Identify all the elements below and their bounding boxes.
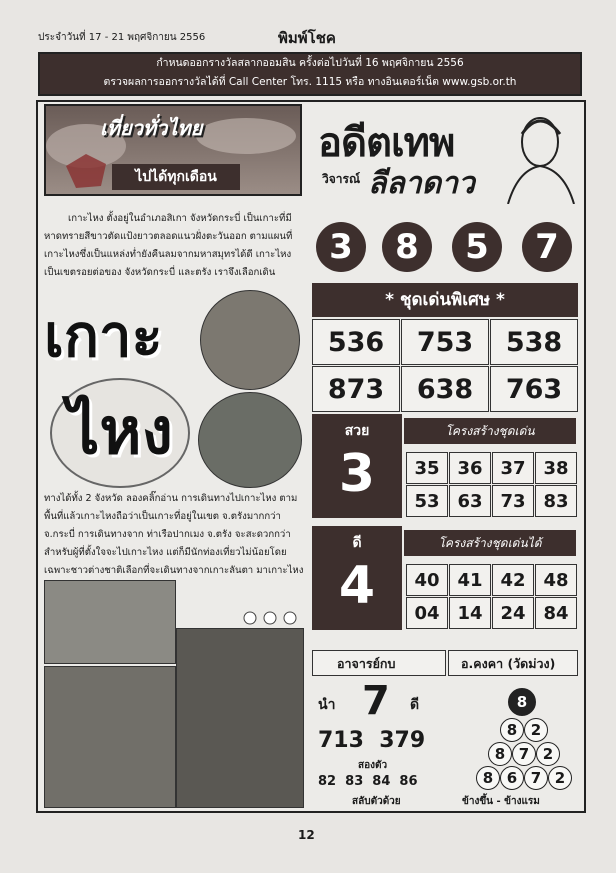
- block-2-number: 40: [406, 564, 448, 596]
- block-1-number: 35: [406, 452, 448, 484]
- big-word-2: ไหง: [67, 395, 173, 469]
- block-2-number: 84: [535, 597, 577, 629]
- pyramid-caption: ข้างขึ้น - ข้างแรม: [462, 796, 540, 807]
- big-word-2-box: [50, 378, 190, 488]
- lead-label: นำ: [318, 697, 336, 713]
- block-2-label: ดี: [352, 535, 362, 551]
- pyramid-cell: 7: [524, 766, 548, 790]
- woman-portrait-illustration: [498, 104, 578, 204]
- banner-line-1: กำหนดออกรางวัลสลากออมสิน ครั้งต่อไปวันที่ 16 พฤศจิกายน 2556: [156, 57, 464, 69]
- pyramid-cell: 6: [500, 766, 524, 790]
- issue-date: ประจำวันที่ 17 - 21 พฤศจิกายน 2556: [38, 32, 206, 43]
- block-2-label-box: [312, 526, 402, 630]
- announcement-banner: [38, 52, 582, 96]
- good-label: ดี: [410, 697, 420, 713]
- column-title: อดีตเทพ: [318, 120, 455, 166]
- big-word-1: เกาะ: [44, 302, 163, 370]
- special-set: 753: [401, 319, 489, 365]
- critic-label: วิจารณ์: [322, 172, 361, 186]
- block-1-subhead: โครงสร้างชุดเด่น: [404, 418, 576, 444]
- block-1-number: 37: [492, 452, 534, 484]
- block-2-number: 04: [406, 597, 448, 629]
- special-sets-header: * ชุดเด่นพิเศษ *: [312, 283, 578, 317]
- teacher-2-name: อ.คงคา (วัดม่วง): [448, 650, 578, 676]
- block-2-subhead: โครงสร้างชุดเด่นได้: [404, 530, 576, 556]
- article-paragraph-1: เกาะไหง ตั้งอยู่ในอำเภอสิเกา จังหวัดกระบี่ เป็นเกาะที่มีหาดทรายสีขาวตัดแป้งยาวตลอดแนวฝั่งตะวันออก ตามแผนที่ เกาะไหงซึ่งเป็นแหล่งท่ำยังคืนลมจากมหาสมุทรได้ดี เกาะไหงเป็นเขตรอยต่อของ จังหวัดกระบี่ และตรัง เราจึงเลือกเดิน: [44, 213, 293, 278]
- block-2-number: 42: [492, 564, 534, 596]
- beach-photo-1: [44, 580, 176, 664]
- block-1-digit: 3: [338, 444, 376, 504]
- special-set: 638: [401, 366, 489, 412]
- travel-title: เที่ยวทั่วไทย: [100, 116, 203, 140]
- pyramid-cell: 2: [524, 718, 548, 742]
- block-2-number: 41: [449, 564, 491, 596]
- big-word-1-box: [44, 298, 204, 378]
- lead-digit: 7: [362, 678, 390, 724]
- block-1-number: 63: [449, 485, 491, 517]
- block-2-number: 24: [492, 597, 534, 629]
- special-set: 763: [490, 366, 578, 412]
- island-photo-2: [198, 392, 302, 488]
- two-digit-label: สองตัว: [358, 760, 388, 771]
- top-digit-1: 3: [316, 222, 366, 272]
- block-1-number: 83: [535, 485, 577, 517]
- two-digit-sets: 82 83 84 86: [318, 774, 418, 789]
- travel-subtitle: ไปได้ทุกเดือน: [112, 164, 240, 190]
- special-set: 538: [490, 319, 578, 365]
- pyramid-cell: 8: [500, 718, 524, 742]
- pyramid-top: 8: [508, 688, 536, 716]
- three-digit-sets: 713 379: [318, 728, 426, 753]
- block-1-number: 53: [406, 485, 448, 517]
- page-number: 12: [298, 828, 315, 842]
- block-1-number: 36: [449, 452, 491, 484]
- forecast-bottom: [312, 650, 578, 810]
- ellipsis-dots-icon: [240, 610, 300, 624]
- structure-block-1: [312, 414, 578, 520]
- article-paragraph-2: ทางได้ทั้ง 2 จังหวัด ลองคลิ๊กอ่าน การเดินทางไปเกาะไหง ตามพื้นที่แล้วเกาะไหงถือว่าเป็นเกาะที่อยู่ในเขต จ.ตรังมากกว่า จ.กระบี่ การเดินทางจาก ท่าเรือปากเมง จ.ตรัง จะสะดวกกว่า สำหรับผู้ที่ตั้งใจจะไปเกาะไหง แต่ก็มีนักท่องเที่ยวไม่น้อยโดยเฉพาะชาวต่างชาติเลือกที่จะเดินทางจากเกาะลันตา มาเกาะไหง: [44, 493, 304, 576]
- structure-block-2: [312, 526, 578, 632]
- island-photo-1: [200, 290, 300, 390]
- block-2-number: 48: [535, 564, 577, 596]
- pyramid-cell: 2: [548, 766, 572, 790]
- top-digit-3: 5: [452, 222, 502, 272]
- pyramid-cell: 8: [476, 766, 500, 790]
- block-1-label: สวย: [344, 423, 370, 439]
- block-1-label-box: [312, 414, 402, 518]
- swap-label: สลับตัวด้วย: [352, 796, 401, 807]
- special-set: 536: [312, 319, 400, 365]
- pyramid-cell: 7: [512, 742, 536, 766]
- block-2-number: 14: [449, 597, 491, 629]
- special-set: 873: [312, 366, 400, 412]
- palm-trees-photo: [176, 628, 304, 808]
- beach-photo-2: [44, 666, 176, 808]
- article-intro: [44, 210, 306, 282]
- block-2-digit: 4: [338, 556, 376, 616]
- column-subtitle: ลีลาดาว: [368, 166, 475, 201]
- teacher-1-name: อาจารย์กบ: [312, 650, 446, 676]
- top-digit-2: 8: [382, 222, 432, 272]
- article-body: [44, 490, 306, 580]
- banner-line-2: ตรวจผลการออกรางวัลได้ที่ Call Center โทร. 1115 หรือ ทางอินเตอร์เน็ต www.gsb.or.th: [103, 76, 517, 88]
- pyramid-cell: 8: [488, 742, 512, 766]
- block-1-number: 73: [492, 485, 534, 517]
- brand-name: พิมพ์โชค: [278, 29, 336, 47]
- top-digit-4: 7: [522, 222, 572, 272]
- block-1-number: 38: [535, 452, 577, 484]
- pyramid-cell: 2: [536, 742, 560, 766]
